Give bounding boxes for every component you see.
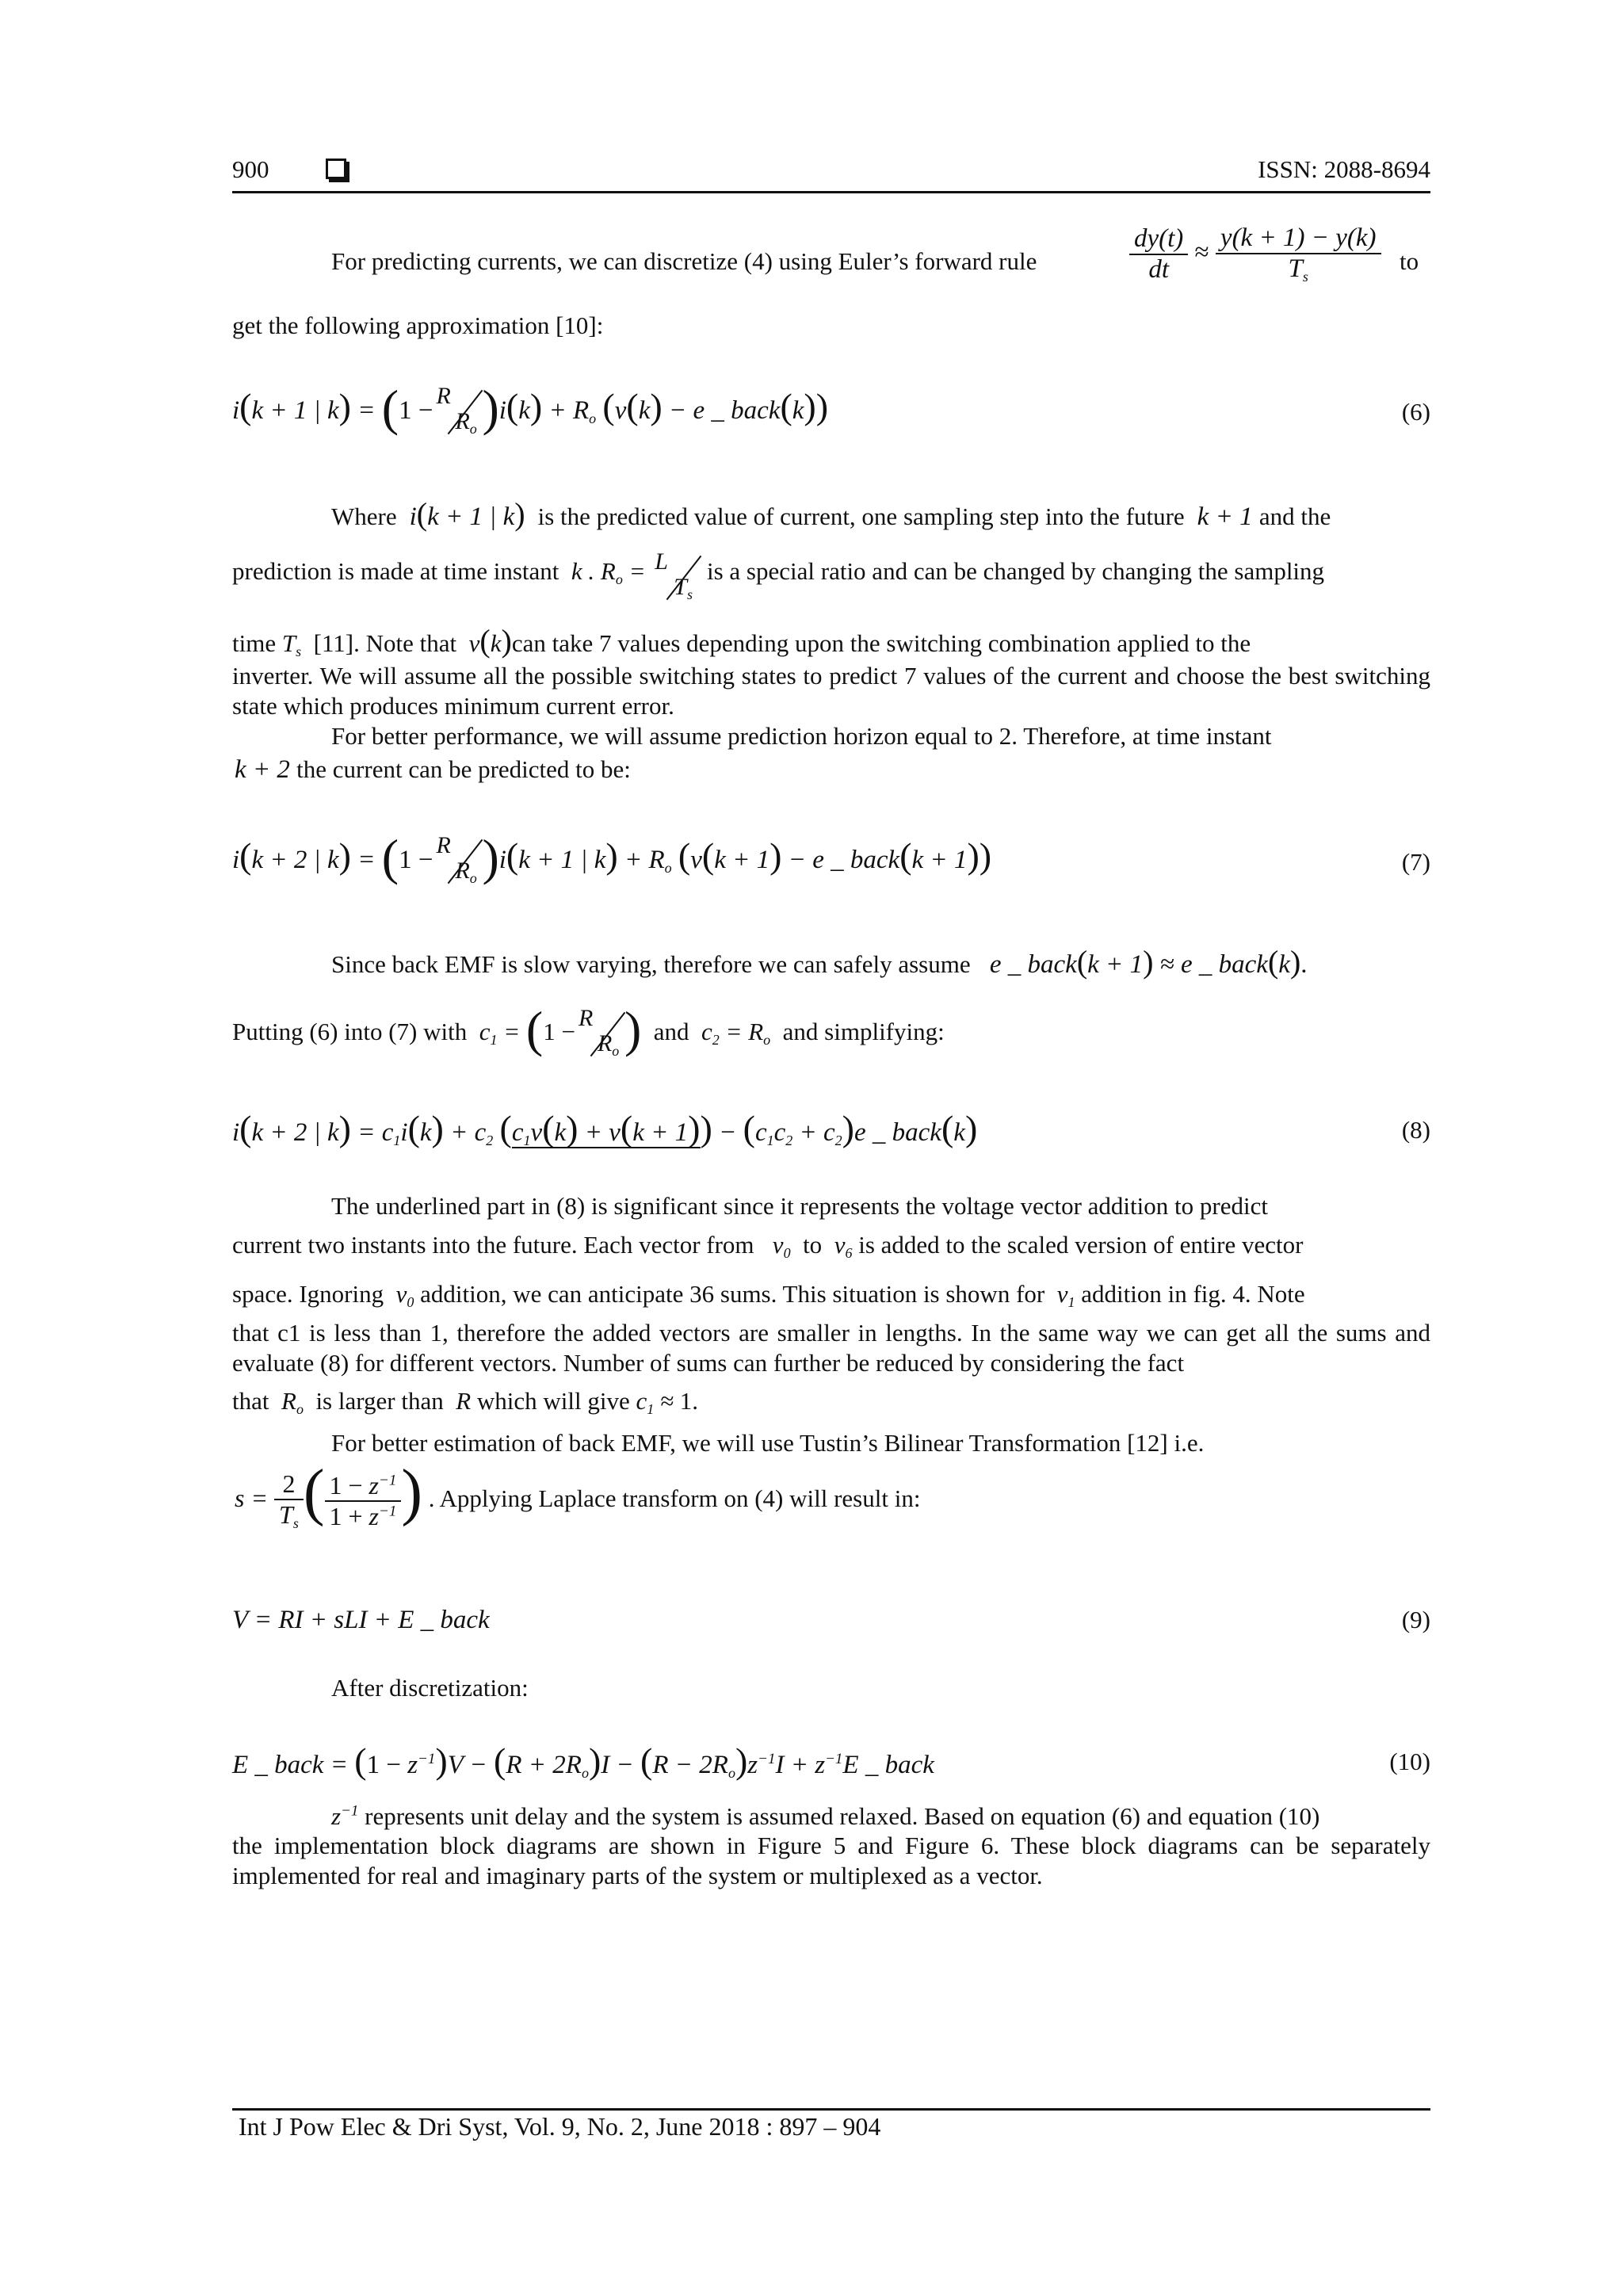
para2-line1: Where i(k + 1 | k) is the predicted value of current, one sampling step into the future k + 1 and the bbox=[331, 496, 1331, 532]
equation-number-8: (8) bbox=[1401, 1116, 1430, 1144]
para5-line1: The underlined part in (8) is significant since it represents the voltage vector addition to predict bbox=[331, 1192, 1268, 1220]
euler-rule: $\frac{dy(t)}{dt}$ ≈ $\frac{y(k + 1) - y(k)}{T_s}$ bbox=[1129, 223, 1381, 285]
footer-citation: Int J Pow Elec & Dri Syst, Vol. 9, No. 2, June 2018 : 897 – 904 bbox=[239, 2112, 881, 2141]
equation-number-10: (10) bbox=[1389, 1748, 1430, 1775]
para2-line2: prediction is made at time instant k . $R_o$ = L $T_s$ is a special ratio and can be changed by changing the sampling bbox=[232, 548, 1325, 602]
para3-line1: For better performance, we will assume prediction horizon equal to 2. Therefore, at time instant bbox=[331, 722, 1272, 750]
para1-to: to bbox=[1400, 247, 1419, 275]
equation-number-6: (6) bbox=[1401, 398, 1430, 426]
para4-line1: Since back EMF is slow varying, therefore we can safely assume e _ back(k + 1) ≈ e _ back(k). bbox=[331, 944, 1308, 980]
para7: After discretization: bbox=[331, 1674, 529, 1702]
journal-issn: ISSN: 2088-8694 bbox=[1258, 155, 1430, 183]
equation-number-9: (9) bbox=[1401, 1606, 1430, 1633]
equation-9: V = RI + sLI + E _ back bbox=[232, 1606, 490, 1634]
para2-line4: inverter. We will assume all the possible switching states to predict 7 values of the current and choose the best switching state which produces minimum current error. bbox=[232, 662, 1430, 720]
para8-line1: $z^{-1}$ represents unit delay and the system is assumed relaxed. Based on equation (6) and equation (10) bbox=[331, 1802, 1320, 1830]
para8-line2: the implementation block diagrams are shown in Figure 5 and Figure 6. These block diagrams can be separately implemented for real and imaginary parts of the system or multiplexed as a vector. bbox=[232, 1832, 1430, 1889]
header-box-icon bbox=[326, 159, 346, 179]
para5-line4: that c1 is less than 1, therefore the added vectors are smaller in lengths. In the same way we can get all the sums and evaluate (8) for different vectors. Number of sums can further be reduced by considering the fact bbox=[232, 1319, 1430, 1377]
para2-line3: time $T_s$ [11]. Note that v(k)can take 7 values depending upon the switching combination applied to the bbox=[232, 623, 1251, 659]
para4-line2: Putting (6) into (7) with $c_1 = (1$ − R $R_o$ ) and $c_2 = R_o$ and simplifying: bbox=[232, 1001, 945, 1059]
page-number: 900 bbox=[232, 155, 269, 183]
para5-line2: current two instants into the future. Each vector from $v_0$ to $v_6$ is added to the scaled version of entire vector bbox=[232, 1231, 1304, 1261]
para5-line3: space. Ignoring $v_0$ addition, we can anticipate 36 sums. This situation is shown for $v_1$ addition in fig. 4. Note bbox=[232, 1280, 1305, 1310]
para3-line2: k + 2 the current can be predicted to be: bbox=[235, 755, 631, 784]
equation-7: i(k + 2 | k) = (1 − R $R_o$ )i(k + 1 | $k) + R_o$ (v(k + 1) − e _ back(k + 1)) bbox=[232, 829, 992, 887]
para6-line2: s = $\frac{2}{T_s}$ ( $\frac{1 - z^{-1}}{1 + z^{-1}}$ ) . Applying Laplace transform on (4) will result in: bbox=[235, 1457, 921, 1532]
para1-line2: get the following approximation [10]: bbox=[232, 311, 604, 339]
para1-line1: For predicting currents, we can discretize (4) using Euler’s forward rule bbox=[331, 247, 1037, 275]
equation-8: i(k + 2 | $k) = c_1i(k) + c_2$ $(c_1v(k) + v(k + 1)) - (c_1c_2 + c_2)e$ _ back(k) bbox=[232, 1108, 978, 1148]
equation-6: i(k + 1 | k) = (1 − R $R_o$ )$i(k) + R_o$ (v(k) − e _ back(k)) bbox=[232, 380, 829, 437]
header-rule bbox=[232, 191, 1430, 193]
para6-line1: For better estimation of back EMF, we will use Tustin’s Bilinear Transformation [12] i.e. bbox=[331, 1429, 1205, 1457]
para5-line5: that $R_o$ is larger than R which will give $c_1 \approx 1$. bbox=[232, 1387, 699, 1417]
equation-10: E _ back = $(1 - z^{-1})V - (R + 2R_o)I - (R - 2R_o)z^{-1}I + z^{-1}E$ _ back bbox=[232, 1740, 934, 1781]
footer-rule bbox=[232, 2108, 1430, 2111]
equation-number-7: (7) bbox=[1401, 848, 1430, 876]
